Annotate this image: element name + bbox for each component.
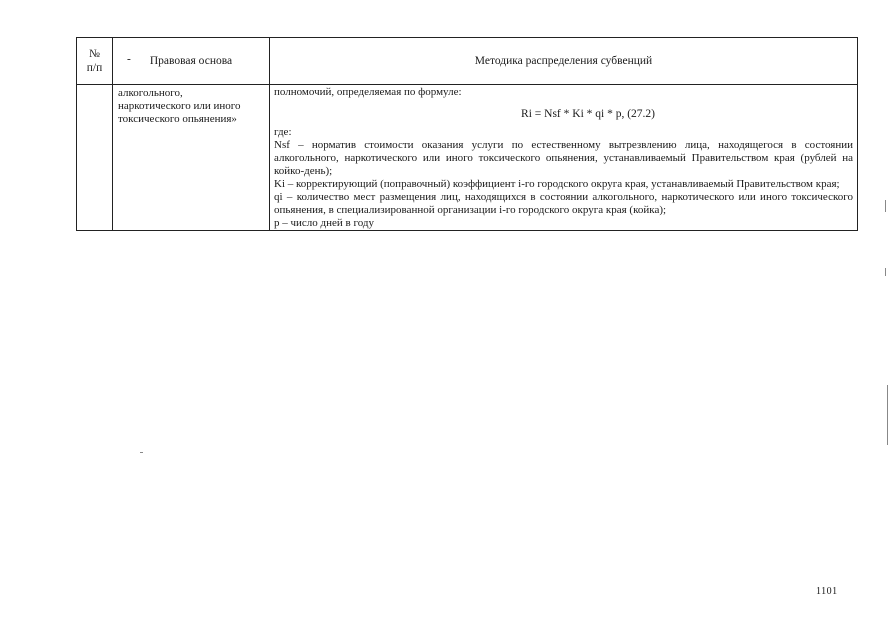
scan-speck [885, 200, 886, 212]
cell-methodology [270, 85, 858, 231]
cell-number [77, 85, 113, 231]
header-legal-basis [113, 38, 270, 85]
definition-qi: qi – количество мест размещения лиц, находящихся в состоянии алкогольного, наркотического или иного токсического опьянения, в специализированной организации i-го городского округа края (койка); [274, 191, 853, 216]
cell-legal-basis: алкогольного, наркотического или иного токсического опьянения» [113, 85, 270, 231]
table-header-row [77, 38, 858, 85]
page-number: 1101 [816, 586, 838, 597]
subvention-table [76, 37, 858, 231]
scan-speck [885, 268, 886, 276]
scan-speck [887, 385, 888, 445]
method-intro: полномочий, определяемая по формуле: [274, 86, 462, 98]
table-row [77, 85, 858, 231]
definition-nsf: Nsf – норматив стоимости оказания услуги по естественному вытрезвлению лица, находящегося в состоянии алкогольного, наркотического или иного токсического опьянения, устанавливаемый Правительством края (рублей на койко-день); [274, 139, 853, 177]
header-legal-basis-label: Правовая основа [149, 55, 233, 67]
header-methodology: Методика распределения субвенций [270, 38, 858, 85]
header-number: № п/п [77, 38, 113, 85]
where-label: где: [274, 126, 292, 138]
header-dash: - [127, 53, 131, 66]
formula: Ri = Nsf * Ki * qi * p, (27.2) [521, 108, 655, 120]
definition-p: p – число дней в году [274, 217, 375, 229]
scan-speck [140, 452, 143, 453]
definition-ki: Ki – корректирующий (поправочный) коэффициент i-го городского округа края, устанавливаемый Правительством края; [274, 178, 840, 190]
